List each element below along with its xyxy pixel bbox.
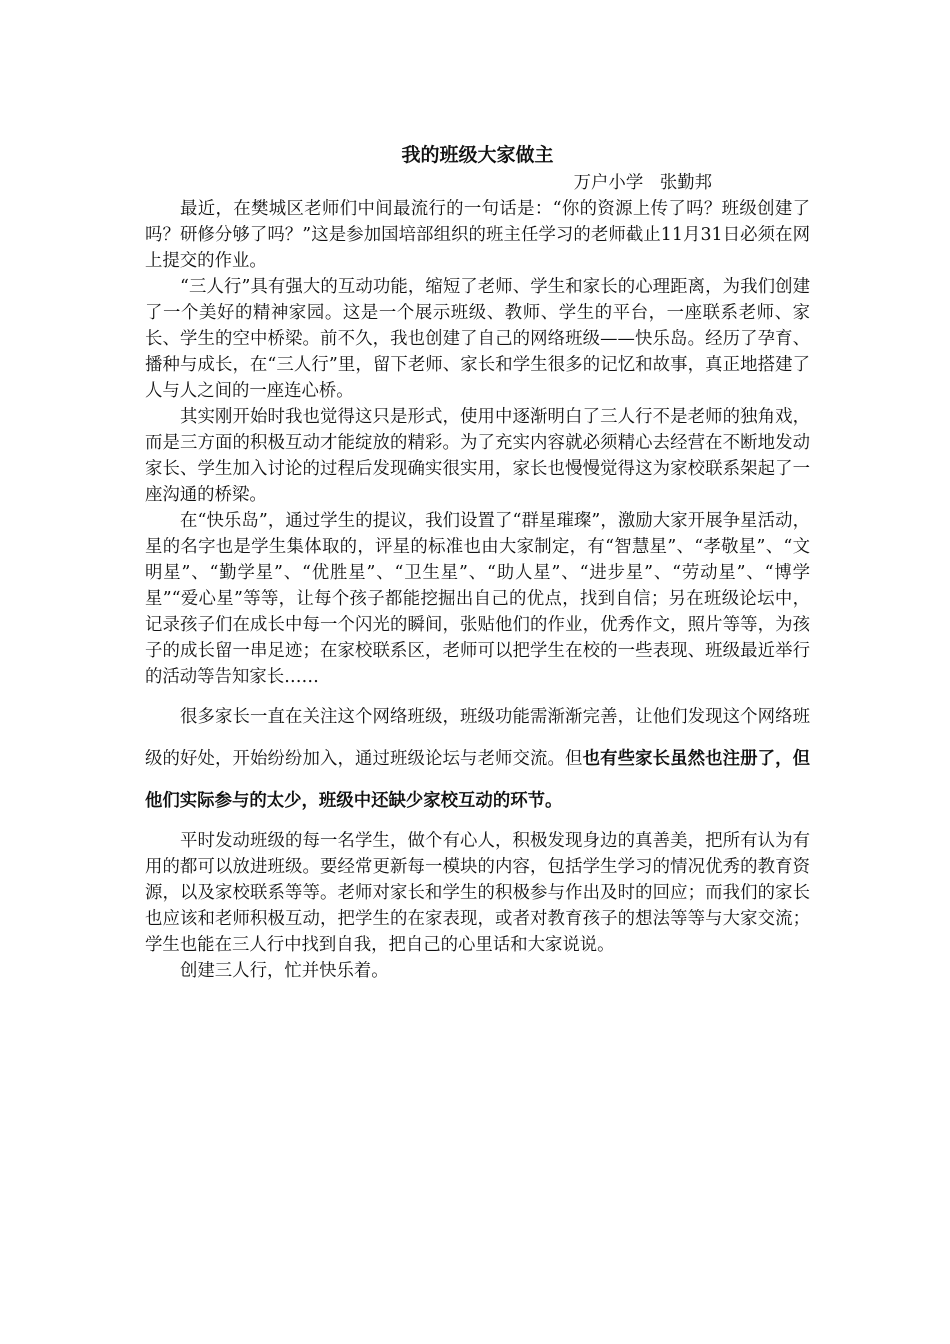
paragraph-4: 在“快乐岛”，通过学生的提议，我们设置了“群星璀璨”，激励大家开展争星活动，星的名字也是学生集体取的，评星的标准也由大家制定，有“智慧星”、“孝敬星”、“文明星”、“勤学星”、“优胜星”、“卫生星”、“助人星”、“进步星”、“劳动星”、“博学星”“爱心星”等等，让每个孩子都能挖掘出自己的优点，找到自信；另在班级论坛中，记录孩子们在成长中每一个闪光的瞬间，张贴他们的作业，优秀作文，照片等等，为孩子的成长留一串足迹；在家校联系区，老师可以把学生在校的一些表现、班级最近举行的活动等告知家长…… [145, 511, 810, 687]
author-name: 张勤邦 [659, 173, 712, 193]
paragraph-5-normal-text: 很多家长一直在关注这个网络班级，班级功能需渐渐完善，让他们发现这个网络班级的好处，开始纷纷加入，通过班级论坛与老师交流。但 [145, 707, 810, 769]
document-title: 我的班级大家做主 [401, 144, 554, 166]
document-page [145, 140, 810, 984]
paragraph-5-bold-text: 也有些家长虽然也注册了，但他们实际参与的太少，班级中还缺少家校互动的环节。 [145, 749, 810, 811]
paragraph-1: 最近，在樊城区老师们中间最流行的一句话是：“你的资源上传了吗？班级创建了吗？研修分够了吗？”这是参加国培部组织的班主任学习的老师截止11月31日必须在网上提交的作业。 [145, 199, 810, 271]
paragraph-2: “三人行”具有强大的互动功能，缩短了老师、学生和家长的心理距离，为我们创建了一个美好的精神家园。这是一个展示班级、教师、学生的平台，一座联系老师、家长、学生的空中桥梁。前不久，我也创建了自己的网络班级——快乐岛。经历了孕育、播种与成长，在“三人行”里，留下老师、家长和学生很多的记忆和故事，真正地搭建了人与人之间的一座连心桥。 [145, 277, 810, 401]
paragraph-3: 其实刚开始时我也觉得这只是形式，使用中逐渐明白了三人行不是老师的独角戏，而是三方面的积极互动才能绽放的精彩。为了充实内容就必须精心去经营在不断地发动家长、学生加入讨论的过程后发现确实很实用，家长也慢慢觉得这为家校联系架起了一座沟通的桥梁。 [145, 407, 810, 505]
author-line [145, 170, 810, 196]
paragraph-5 [145, 696, 810, 822]
paragraph-7: 创建三人行，忙并快乐着。 [180, 961, 389, 981]
author-gap [643, 173, 660, 193]
paragraph-6: 平时发动班级的每一名学生，做个有心人，积极发现身边的真善美，把所有认为有用的都可以放进班级。要经常更新每一模块的内容，包括学生学习的情况优秀的教育资源，以及家校联系等等。老师对家长和学生的积极参与作出及时的回应；而我们的家长也应该和老师积极互动，把学生的在家表现，或者对教育孩子的想法等等与大家交流；学生也能在三人行中找到自我，把自己的心里话和大家说说。 [145, 831, 810, 955]
author-school: 万户小学 [573, 173, 644, 193]
